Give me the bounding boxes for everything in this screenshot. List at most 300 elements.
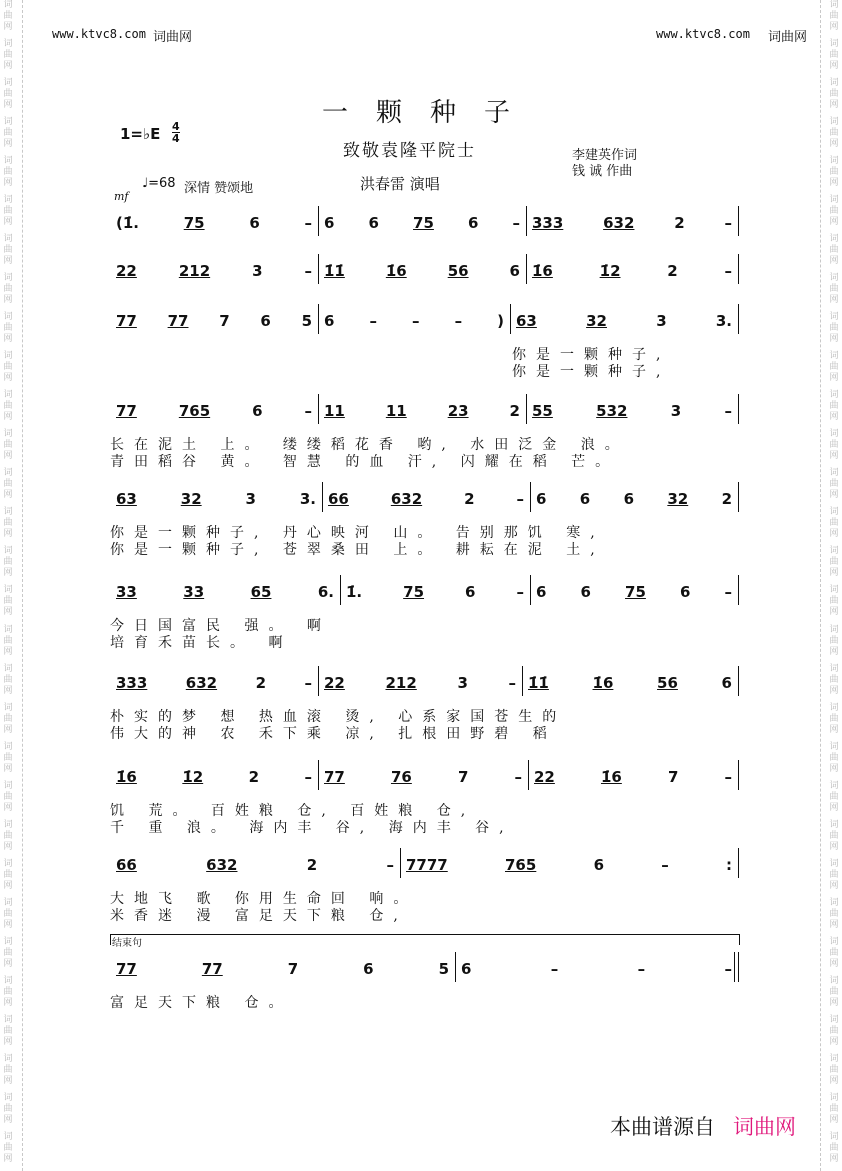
- watermark-char: 词: [3, 507, 13, 518]
- watermark-char: 网: [829, 724, 839, 735]
- note-group: 66: [116, 856, 137, 874]
- note-group: 6.: [317, 583, 334, 601]
- note-group: –: [724, 768, 732, 786]
- watermark-char: 曲: [829, 479, 839, 490]
- lyric-line: 饥 荒。 百姓粮 仓, 百姓粮 仓,: [110, 803, 476, 819]
- watermark-char: 词: [829, 117, 839, 128]
- watermark-char: 词: [829, 234, 839, 245]
- watermark-char: 词: [3, 351, 13, 362]
- final-bar-line: [734, 952, 735, 982]
- watermark-char: 网: [3, 22, 13, 32]
- note-group: 33: [183, 583, 205, 601]
- measure: [324, 214, 520, 232]
- measure: [534, 768, 732, 786]
- note-group: 32: [586, 312, 607, 330]
- song-title: 一颗种子: [322, 98, 539, 128]
- note-group: :: [726, 856, 732, 874]
- note-group: –: [724, 214, 732, 232]
- watermark-char: 词: [3, 741, 13, 752]
- watermark-char: 词: [829, 702, 839, 713]
- watermark-char: 网: [3, 217, 13, 228]
- watermark-char: 词: [3, 819, 13, 830]
- watermark-char: 词: [829, 351, 839, 362]
- bar-line: [318, 206, 319, 236]
- watermark-char: 网: [829, 451, 839, 462]
- bar-line: [530, 482, 531, 512]
- watermark-char: 曲: [3, 167, 13, 178]
- watermark-char: 曲: [3, 1142, 13, 1153]
- bar-line: [522, 666, 523, 696]
- watermark-char: 词: [829, 39, 839, 50]
- note-group: –: [304, 262, 312, 280]
- note-group: 7777: [406, 856, 448, 874]
- watermark-char: 网: [829, 958, 839, 969]
- bar-line: [318, 254, 319, 284]
- watermark-char: 网: [829, 100, 839, 111]
- watermark-char: 网: [829, 217, 839, 228]
- watermark-char: 曲: [829, 206, 839, 217]
- watermark-char: 曲: [3, 830, 13, 841]
- footer-source: [610, 1111, 796, 1141]
- note-group: 1̇6: [600, 768, 622, 786]
- note-group: 5: [438, 960, 449, 978]
- watermark-char: 曲: [829, 401, 839, 412]
- note-group: 7: [287, 960, 299, 978]
- watermark-char: 词: [829, 936, 839, 947]
- note-group: –: [724, 402, 732, 420]
- watermark-char: 词: [3, 897, 13, 908]
- note-group: –: [304, 214, 312, 232]
- time-signature: [172, 121, 180, 144]
- watermark-char: 曲: [829, 947, 839, 958]
- watermark-char: 词: [3, 78, 13, 89]
- lyric-line: 培育禾苗长。 啊: [110, 635, 293, 651]
- watermark-char: 网: [829, 256, 839, 267]
- note-group: 1̇.: [346, 583, 363, 601]
- note-group: ): [497, 312, 504, 330]
- watermark-char: 曲: [829, 128, 839, 139]
- watermark-char: 词: [3, 936, 13, 947]
- note-group: 632: [603, 214, 635, 232]
- note-group: 7: [219, 312, 230, 330]
- bar-line: [528, 760, 529, 790]
- lyric-line: 千 重 浪。 海内丰 谷, 海内丰 谷,: [110, 820, 514, 836]
- note-group: –: [369, 312, 377, 330]
- singer-credit: 洪春雷 演唱: [360, 175, 440, 193]
- watermark-char: 网: [829, 1153, 839, 1164]
- watermark-char: 网: [829, 1036, 839, 1047]
- watermark-char: 曲: [829, 752, 839, 763]
- watermark-char: 词: [3, 273, 13, 284]
- watermark-char: 网: [3, 295, 13, 306]
- watermark-char: 网: [3, 568, 13, 579]
- note-group: 3: [252, 262, 263, 280]
- watermark-char: 词: [3, 1131, 13, 1142]
- measure: [116, 674, 312, 692]
- note-group: 2: [509, 402, 520, 420]
- lyric-line: 你是一颗种子,: [512, 364, 671, 380]
- note-group: 75: [183, 214, 205, 232]
- note-group: –: [304, 402, 312, 420]
- watermark-char: 网: [3, 724, 13, 735]
- note-group: 22: [116, 262, 137, 280]
- note-group: 55: [532, 402, 553, 420]
- note-group: 6: [249, 214, 260, 232]
- measure: [116, 856, 394, 874]
- note-group: 77: [116, 312, 137, 330]
- watermark-strip-right: [827, 0, 841, 1171]
- note-group: 32: [667, 490, 689, 508]
- footer-brand[interactable]: 词曲网: [733, 1115, 796, 1139]
- bar-line: [738, 482, 739, 512]
- watermark-char: 网: [3, 334, 13, 345]
- key-signature: 1=♭E: [120, 125, 161, 143]
- watermark-char: 曲: [829, 791, 839, 802]
- lyric-line: 米香迷 漫 富足天下粮 仓,: [110, 908, 408, 924]
- note-group: –: [661, 856, 669, 874]
- watermark-char: 网: [829, 997, 839, 1008]
- note-group: 2: [248, 768, 260, 786]
- watermark-char: 网: [3, 61, 13, 72]
- watermark-char: 词: [829, 78, 839, 89]
- note-group: 212: [385, 674, 417, 692]
- bar-line: [738, 952, 739, 982]
- header-left-url[interactable]: www.ktvc8.com: [52, 27, 146, 41]
- measure: [324, 768, 522, 786]
- watermark-char: 曲: [829, 1064, 839, 1075]
- watermark-char: 曲: [3, 908, 13, 919]
- measure: [536, 583, 732, 601]
- watermark-char: 网: [3, 763, 13, 774]
- watermark-char: 曲: [829, 518, 839, 529]
- right-margin-line: [820, 0, 821, 1171]
- measure: [461, 960, 732, 978]
- note-group: –: [512, 214, 520, 232]
- note-group: 6: [465, 583, 476, 601]
- bar-line: [318, 760, 319, 790]
- measure: [536, 490, 732, 508]
- measure: [532, 214, 732, 232]
- watermark-strip-left: [1, 0, 15, 1171]
- note-group: 3.: [299, 490, 316, 508]
- watermark-char: 词: [3, 975, 13, 986]
- watermark-char: 词: [3, 117, 13, 128]
- note-group: 76: [390, 768, 412, 786]
- note-group: 2: [306, 856, 318, 874]
- watermark-char: 词: [829, 507, 839, 518]
- watermark-char: 网: [3, 958, 13, 969]
- watermark-char: 词: [829, 468, 839, 479]
- watermark-char: 曲: [3, 89, 13, 100]
- watermark-char: 词: [3, 858, 13, 869]
- watermark-char: 网: [3, 529, 13, 540]
- note-group: 22: [534, 768, 555, 786]
- note-group: 33: [116, 583, 137, 601]
- bar-line: [526, 254, 527, 284]
- watermark-char: 网: [829, 802, 839, 813]
- watermark-char: 词: [829, 1053, 839, 1064]
- watermark-char: 网: [829, 841, 839, 852]
- note-group: 333: [532, 214, 564, 232]
- watermark-char: 曲: [3, 401, 13, 412]
- watermark-char: 网: [3, 412, 13, 423]
- note-group: 1̇6: [116, 768, 137, 786]
- measure: [406, 856, 732, 874]
- measure: [116, 960, 449, 978]
- lyricist-credit: 李建英作词: [572, 148, 638, 163]
- note-group: 632: [390, 490, 423, 508]
- watermark-char: 网: [829, 607, 839, 618]
- note-group: 23: [447, 402, 469, 420]
- watermark-char: 词: [829, 858, 839, 869]
- bar-line: [738, 666, 739, 696]
- note-group: 2: [721, 490, 732, 508]
- watermark-char: 曲: [3, 128, 13, 139]
- note-group: –: [514, 768, 522, 786]
- measure: [116, 768, 312, 786]
- song-subtitle: 致敬袁隆平院士: [343, 141, 476, 161]
- note-group: 6: [579, 490, 591, 508]
- lyric-line: 朴实的梦 想 热血滚 烫, 心系家国苍生的: [110, 709, 567, 725]
- note-group: 6: [536, 583, 547, 601]
- watermark-char: 词: [829, 156, 839, 167]
- watermark-char: 曲: [3, 596, 13, 607]
- watermark-char: 词: [3, 156, 13, 167]
- watermark-char: 词: [829, 1131, 839, 1142]
- note-group: 75: [625, 583, 646, 601]
- note-group: –: [304, 674, 312, 692]
- watermark-char: 网: [3, 178, 13, 189]
- watermark-char: 曲: [829, 89, 839, 100]
- watermark-char: 曲: [3, 323, 13, 334]
- note-group: 2: [667, 262, 678, 280]
- watermark-char: 词: [3, 429, 13, 440]
- watermark-char: 曲: [829, 323, 839, 334]
- watermark-char: 网: [829, 490, 839, 501]
- watermark-char: 曲: [829, 245, 839, 256]
- time-top: 4: [172, 120, 180, 133]
- note-group: –: [516, 583, 524, 601]
- watermark-char: 曲: [3, 479, 13, 490]
- watermark-char: 曲: [829, 869, 839, 880]
- watermark-char: 词: [3, 663, 13, 674]
- watermark-char: 曲: [829, 596, 839, 607]
- watermark-char: 曲: [3, 245, 13, 256]
- measure: [116, 583, 334, 601]
- note-group: 1̇2: [599, 262, 621, 280]
- watermark-char: 词: [829, 585, 839, 596]
- note-group: 6: [368, 214, 379, 232]
- watermark-char: 词: [829, 390, 839, 401]
- measure: [532, 262, 732, 280]
- watermark-char: 网: [3, 1075, 13, 1086]
- bar-line: [738, 254, 739, 284]
- bar-line: [318, 666, 319, 696]
- watermark-char: 网: [829, 334, 839, 345]
- bar-line: [318, 394, 319, 424]
- note-group: 75: [403, 583, 425, 601]
- bar-line: [400, 848, 401, 878]
- note-group: –: [724, 262, 732, 280]
- watermark-char: 曲: [829, 284, 839, 295]
- watermark-char: 曲: [829, 635, 839, 646]
- watermark-char: 曲: [3, 362, 13, 373]
- watermark-char: 网: [829, 295, 839, 306]
- watermark-char: 词: [3, 1053, 13, 1064]
- watermark-char: 网: [829, 139, 839, 150]
- watermark-char: 词: [829, 741, 839, 752]
- watermark-char: 网: [3, 646, 13, 657]
- measure: [324, 402, 520, 420]
- note-group: 77: [116, 960, 137, 978]
- note-group: 1̇1̇: [528, 674, 549, 692]
- watermark-char: 词: [3, 234, 13, 245]
- watermark-char: 词: [3, 702, 13, 713]
- watermark-char: 网: [829, 880, 839, 891]
- header-right-url[interactable]: www.ktvc8.com: [656, 27, 750, 41]
- note-group: 6: [593, 856, 604, 874]
- dynamic-mark: mf: [114, 190, 129, 203]
- lyric-line: 今日国富民 强。 啊: [110, 618, 331, 634]
- watermark-char: 曲: [3, 557, 13, 568]
- watermark-char: 词: [3, 195, 13, 206]
- watermark-char: 词: [829, 975, 839, 986]
- watermark-char: 网: [829, 22, 839, 32]
- watermark-char: 词: [829, 546, 839, 557]
- watermark-char: 网: [829, 568, 839, 579]
- watermark-char: 词: [829, 897, 839, 908]
- expression-mark: 深情 赞颂地: [184, 181, 254, 196]
- note-group: 1̇2: [182, 768, 204, 786]
- watermark-char: 词: [3, 1014, 13, 1025]
- watermark-char: 曲: [3, 1103, 13, 1114]
- watermark-char: 词: [3, 0, 13, 10]
- note-group: –: [516, 490, 524, 508]
- note-group: –: [550, 960, 559, 978]
- note-group: 3: [457, 674, 468, 692]
- note-group: 77: [116, 402, 137, 420]
- note-group: 6: [461, 960, 472, 978]
- footer-text: 本曲谱源自: [610, 1115, 715, 1139]
- note-group: –: [724, 583, 732, 601]
- note-group: (1̇.: [116, 214, 139, 232]
- watermark-char: 词: [3, 312, 13, 323]
- watermark-char: 曲: [3, 50, 13, 61]
- watermark-char: 曲: [3, 752, 13, 763]
- watermark-char: 网: [3, 1153, 13, 1164]
- watermark-char: 曲: [3, 674, 13, 685]
- watermark-char: 网: [829, 685, 839, 696]
- watermark-char: 网: [3, 373, 13, 384]
- watermark-char: 曲: [3, 440, 13, 451]
- composer-credit: 钱 诚 作曲: [572, 164, 633, 179]
- lyric-line: 青田稻谷 黄。 智慧 的血 汗, 闪耀在稻 芒。: [110, 454, 620, 470]
- note-group: 3: [245, 490, 256, 508]
- watermark-char: 网: [3, 139, 13, 150]
- bar-line: [340, 575, 341, 605]
- lyric-line: 富足天下粮 仓。: [110, 995, 293, 1011]
- watermark-char: 曲: [3, 986, 13, 997]
- tempo-mark: ♩=68: [142, 176, 176, 191]
- note-group: 65: [250, 583, 272, 601]
- note-group: –: [304, 768, 312, 786]
- watermark-char: 曲: [3, 713, 13, 724]
- watermark-char: 词: [3, 624, 13, 635]
- note-group: 532: [596, 402, 628, 420]
- note-group: –: [412, 312, 420, 330]
- measure: [116, 262, 312, 280]
- note-group: 77: [201, 960, 223, 978]
- watermark-char: 词: [3, 390, 13, 401]
- watermark-char: 词: [3, 546, 13, 557]
- header-left-site[interactable]: 词曲网: [153, 30, 193, 45]
- watermark-char: 曲: [3, 1064, 13, 1075]
- note-group: –: [386, 856, 394, 874]
- bar-line: [322, 482, 323, 512]
- measure: [116, 490, 316, 508]
- bar-line: [738, 394, 739, 424]
- watermark-char: 网: [3, 802, 13, 813]
- note-group: –: [724, 960, 732, 978]
- watermark-char: 词: [829, 819, 839, 830]
- watermark-char: 网: [3, 100, 13, 111]
- note-group: 212: [178, 262, 211, 280]
- bar-line: [455, 952, 456, 982]
- watermark-char: 网: [829, 1114, 839, 1125]
- watermark-char: 曲: [829, 674, 839, 685]
- watermark-char: 曲: [3, 518, 13, 529]
- note-group: 56: [657, 674, 678, 692]
- watermark-char: 曲: [3, 791, 13, 802]
- watermark-char: 曲: [829, 713, 839, 724]
- note-group: 77: [324, 768, 345, 786]
- watermark-char: 曲: [829, 830, 839, 841]
- bar-line: [510, 304, 511, 334]
- watermark-char: 词: [3, 585, 13, 596]
- note-group: 632: [206, 856, 238, 874]
- note-group: 63: [516, 312, 537, 330]
- note-group: 1̇6: [592, 674, 614, 692]
- watermark-char: 词: [3, 468, 13, 479]
- note-group: 6: [260, 312, 271, 330]
- note-group: 11: [324, 402, 345, 420]
- bar-line: [318, 304, 319, 334]
- watermark-char: 网: [3, 490, 13, 501]
- measure: [324, 674, 516, 692]
- note-group: 3: [670, 402, 682, 420]
- measure: [346, 583, 524, 601]
- note-group: 7: [457, 768, 469, 786]
- note-group: 2: [255, 674, 266, 692]
- watermark-char: 曲: [829, 362, 839, 373]
- measure: [116, 312, 312, 330]
- watermark-char: 词: [829, 195, 839, 206]
- watermark-char: 词: [3, 39, 13, 50]
- watermark-char: 曲: [3, 1025, 13, 1036]
- note-group: 6: [721, 674, 732, 692]
- watermark-char: 词: [829, 429, 839, 440]
- watermark-char: 词: [829, 1014, 839, 1025]
- watermark-char: 词: [829, 273, 839, 284]
- header-right-site[interactable]: 词曲网: [768, 30, 808, 45]
- lyric-line: 大地飞 歌 你用生命回 响。: [110, 891, 418, 907]
- note-group: 765: [505, 856, 537, 874]
- ending-label: 结束句: [112, 938, 142, 949]
- watermark-char: 曲: [829, 440, 839, 451]
- watermark-char: 曲: [829, 986, 839, 997]
- bar-line: [738, 206, 739, 236]
- watermark-char: 曲: [3, 635, 13, 646]
